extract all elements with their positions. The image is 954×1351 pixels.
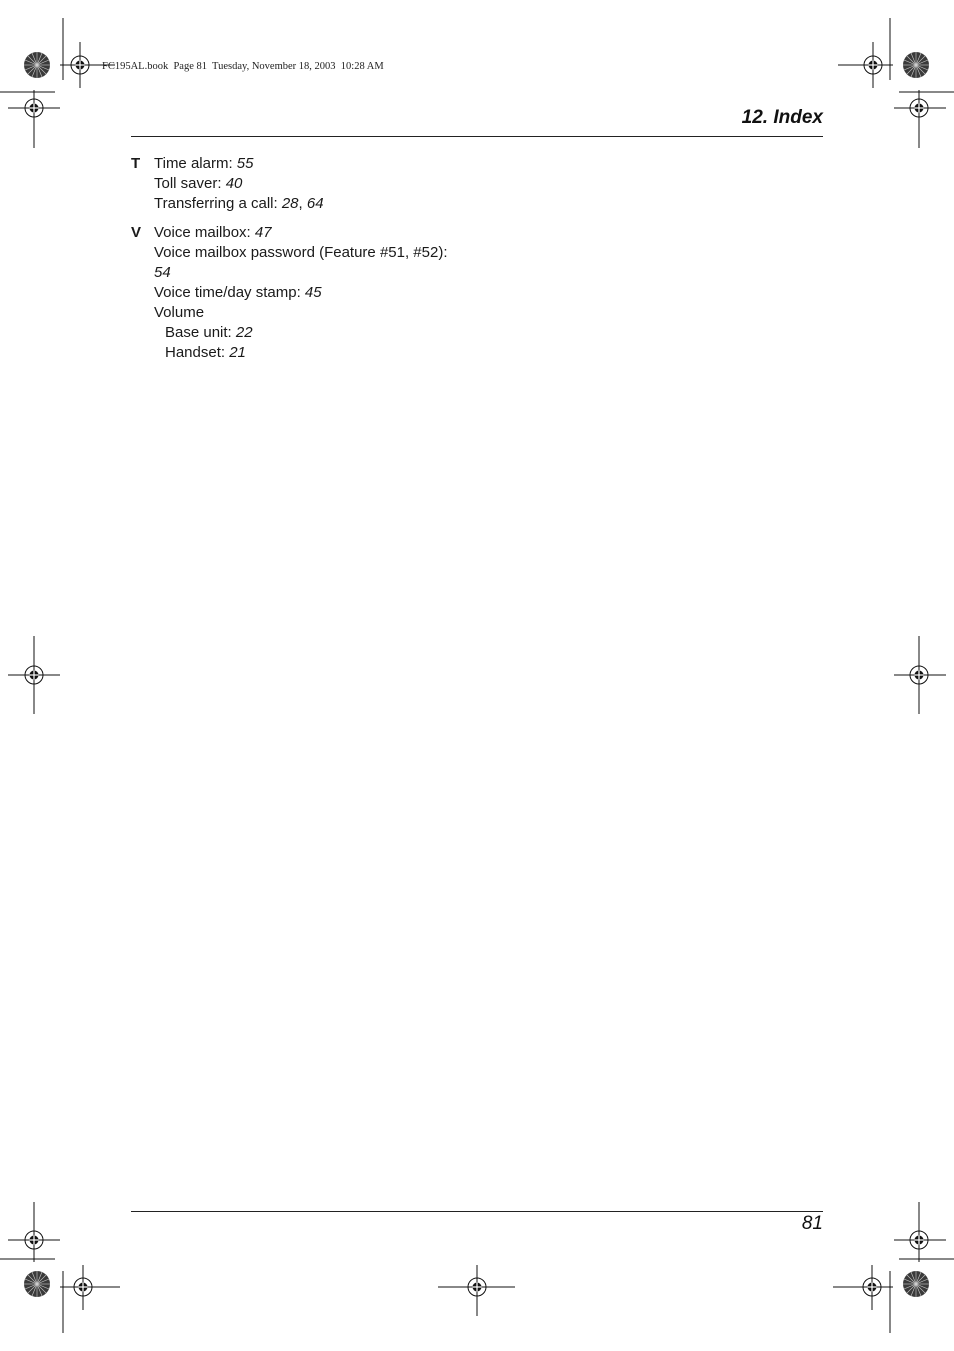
index-entries <box>154 154 324 214</box>
entry-term: Voice mailbox: <box>154 224 255 241</box>
footer-rule <box>131 1211 823 1212</box>
page-reference[interactable]: 21 <box>229 344 246 361</box>
entry-term: Handset: <box>165 344 230 361</box>
page-number: 81 <box>801 1213 823 1234</box>
index-entry <box>154 174 324 194</box>
page-reference[interactable]: 45 <box>304 284 322 301</box>
entry-term: Volume <box>154 304 205 321</box>
index-entry <box>154 343 448 363</box>
index-entry <box>154 223 448 243</box>
print-info-line: FC195AL.book Page 81 Tuesday, November 18, 2003 10:28 AM <box>102 61 384 72</box>
entry-term: Base unit: <box>165 324 236 341</box>
page-reference[interactable]: 47 <box>254 224 272 241</box>
entry-term: Toll saver: <box>154 175 226 192</box>
index-section-t <box>131 154 324 214</box>
entry-term: Voice time/day stamp: <box>154 284 305 301</box>
index-entry <box>154 263 448 283</box>
index-entry <box>154 303 448 323</box>
page-reference[interactable]: 64 <box>306 195 324 212</box>
page-reference[interactable]: 28 <box>281 195 299 212</box>
entry-term: Transferring a call: <box>154 195 282 212</box>
section-letter: V <box>131 224 142 241</box>
entry-term: Voice mailbox password (Feature #51, #52): <box>154 244 448 261</box>
entry-term: Time alarm: <box>154 155 237 172</box>
chapter-title: 12. Index <box>741 107 823 128</box>
header-rule <box>131 136 823 137</box>
index-entry: Transferring a call: 28, 64 <box>154 195 324 212</box>
page-reference[interactable]: 22 <box>235 324 253 341</box>
index-entries <box>154 223 448 363</box>
index-entry <box>154 243 448 263</box>
page-reference[interactable]: 40 <box>225 175 243 192</box>
index-entry <box>154 154 324 174</box>
page-reference[interactable]: 54 <box>154 264 171 281</box>
index-section-v <box>131 223 448 363</box>
index-entry <box>154 323 448 343</box>
index-entry <box>154 283 448 303</box>
page-reference[interactable]: 55 <box>236 155 254 172</box>
section-letter: T <box>131 155 141 172</box>
